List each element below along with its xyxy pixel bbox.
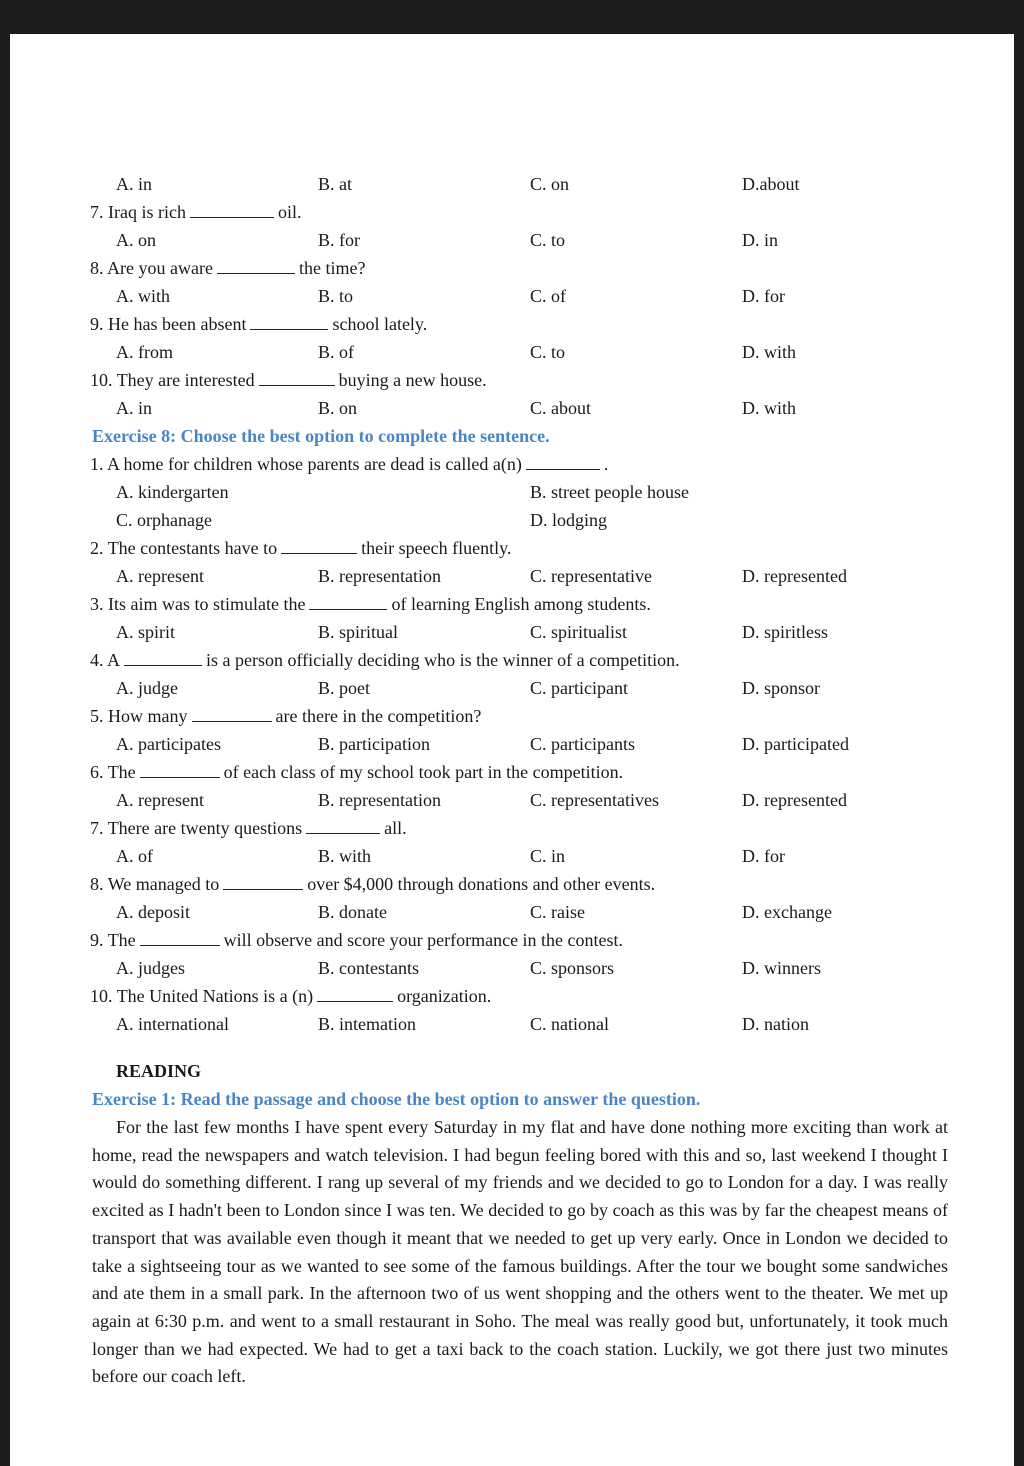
options-row (10, 563, 1014, 589)
option-c: C. raise (530, 902, 585, 922)
question-text: 7. There are twenty questions all. (90, 815, 407, 841)
answer-blank (124, 647, 202, 666)
option-b: B. participation (318, 734, 430, 754)
option-a: A. participates (116, 734, 221, 754)
option-b: B. for (318, 230, 360, 250)
question-row (10, 983, 1014, 1009)
question-row (10, 703, 1014, 729)
question-row (10, 311, 1014, 337)
option-c: C. spiritualist (530, 622, 628, 642)
options-row (10, 955, 1014, 981)
option-b: B. of (318, 342, 354, 362)
option-a: A. spirit (116, 622, 176, 642)
option-b: B. intemation (318, 1014, 416, 1034)
option-b: B. donate (318, 902, 387, 922)
option-c: C. to (530, 230, 566, 250)
option-c: C. sponsors (530, 958, 615, 978)
question-text: 6. The of each class of my school took part in the competition. (90, 759, 623, 785)
option-d: D. for (742, 846, 785, 866)
option-d: D. sponsor (742, 678, 821, 698)
options-row (10, 675, 1014, 701)
options-row (10, 899, 1014, 925)
question-row (10, 927, 1014, 953)
option-b: B. poet (318, 678, 370, 698)
question-row (10, 199, 1014, 225)
option-a: A. judges (116, 958, 185, 978)
answer-blank (140, 759, 220, 778)
option-d: D.about (742, 174, 800, 194)
question-text: 10. The United Nations is a (n) organization. (90, 983, 491, 1009)
question-row (10, 535, 1014, 561)
option-a: A. of (116, 846, 153, 866)
option-d: D. participated (742, 734, 849, 754)
question-row (10, 759, 1014, 785)
question-row (10, 871, 1014, 897)
option-d: D. spiritless (742, 622, 829, 642)
option-a: A. in (116, 398, 152, 418)
option-c: C. representative (530, 566, 652, 586)
answer-blank (250, 311, 328, 330)
options-row (10, 395, 1014, 421)
option-d: D. with (742, 342, 796, 362)
question-text: 9. He has been absent school lately. (90, 311, 427, 337)
question-text: 8. We managed to over $4,000 through donations and other events. (90, 871, 655, 897)
option-d: D. represented (742, 790, 847, 810)
answer-blank (192, 703, 272, 722)
question-text: 3. Its aim was to stimulate the of learning English among students. (90, 591, 651, 617)
option-b: B. street people house (530, 482, 689, 502)
question-text: 4. A is a person officially deciding who is the winner of a competition. (90, 647, 680, 673)
option-c: C. in (530, 846, 566, 866)
option-b: B. to (318, 286, 354, 306)
answer-blank (526, 451, 600, 470)
question-text: 10. They are interested buying a new house. (90, 367, 487, 393)
answer-blank (309, 591, 387, 610)
answer-blank (217, 255, 295, 274)
question-text: 5. How many are there in the competition? (90, 703, 481, 729)
option-d: D. winners (742, 958, 821, 978)
question-text: 7. Iraq is rich oil. (90, 199, 301, 225)
answer-blank (223, 871, 303, 890)
answer-blank (281, 535, 357, 554)
option-d: D. in (742, 230, 778, 250)
option-b: B. at (318, 174, 352, 194)
answer-blank (259, 367, 335, 386)
option-d: D. for (742, 286, 785, 306)
option-d: D. exchange (742, 902, 832, 922)
options-row (10, 843, 1014, 869)
reading-exercise-heading: Exercise 1: Read the passage and choose the best option to answer the question. (92, 1089, 701, 1109)
option-a: A. international (116, 1014, 229, 1034)
answer-blank (140, 927, 220, 946)
question-row (10, 451, 1014, 477)
options-row (10, 1011, 1014, 1037)
options-row (10, 479, 1014, 505)
option-d: D. nation (742, 1014, 809, 1034)
option-b: B. representation (318, 566, 441, 586)
option-a: A. with (116, 286, 170, 306)
option-b: B. with (318, 846, 372, 866)
options-row (10, 339, 1014, 365)
question-row (10, 367, 1014, 393)
option-c: C. participant (530, 678, 628, 698)
option-c: C. about (530, 398, 591, 418)
reading-passage: For the last few months I have spent every Saturday in my flat and have done nothing more exciting than work at home, read the newspapers and watch television. I had begun feeling bored with this and so, last weekend I thought I would do something different. I rang up several of my friends and we decided to go to London for a day. I was really excited as I hadn't been to London since I was ten. We decided to go by coach as this was by far the cheapest means of transport that was available even though it meant that we needed to get up very early. Once in London we decided to take a sightseeing tour as we wanted to see some of the famous buildings. After the tour we bought some sandwiches and ate them in a small park. In the afternoon two of us went shopping and the others went to the theater. We met up again at 6:30 p.m. and went to a small restaurant in Soho. The meal was really good but, unfortunately, it took much longer than we had expected. We had to get a taxi back to the coach station. Luckily, we got there just two minutes before our coach left. (92, 1117, 948, 1387)
question-text: 8. Are you aware the time? (90, 255, 365, 281)
options-row (10, 171, 1014, 197)
option-b: B. representation (318, 790, 441, 810)
worksheet-page (10, 34, 1014, 1466)
question-text: 9. The will observe and score your performance in the contest. (90, 927, 623, 953)
option-c: C. to (530, 342, 566, 362)
option-b: B. spiritual (318, 622, 398, 642)
option-c: C. orphanage (116, 510, 212, 530)
option-a: A. judge (116, 678, 178, 698)
option-a: A. represent (116, 790, 204, 810)
question-row (10, 815, 1014, 841)
option-c: C. of (530, 286, 566, 306)
option-a: A. in (116, 174, 152, 194)
option-a: A. on (116, 230, 156, 250)
reading-title: READING (116, 1061, 202, 1081)
option-d: D. represented (742, 566, 847, 586)
exercise-8-heading: Exercise 8: Choose the best option to complete the sentence. (92, 426, 550, 446)
options-row (10, 787, 1014, 813)
answer-blank (306, 815, 380, 834)
options-row (10, 507, 1014, 533)
question-text: 1. A home for children whose parents are dead is called a(n) . (90, 451, 608, 477)
answer-blank (190, 199, 274, 218)
answer-blank (317, 983, 393, 1002)
question-row (10, 647, 1014, 673)
option-a: A. deposit (116, 902, 190, 922)
option-b: B. contestants (318, 958, 419, 978)
options-row (10, 227, 1014, 253)
option-a: A. kindergarten (116, 482, 229, 502)
question-row (10, 255, 1014, 281)
option-d: D. with (742, 398, 796, 418)
option-b: B. on (318, 398, 358, 418)
option-a: A. from (116, 342, 173, 362)
option-c: C. representatives (530, 790, 659, 810)
option-c: C. on (530, 174, 570, 194)
question-row (10, 591, 1014, 617)
option-c: C. participants (530, 734, 635, 754)
option-c: C. national (530, 1014, 609, 1034)
option-d: D. lodging (530, 510, 608, 530)
option-a: A. represent (116, 566, 204, 586)
options-row (10, 619, 1014, 645)
options-row (10, 731, 1014, 757)
question-text: 2. The contestants have to their speech fluently. (90, 535, 511, 561)
options-row (10, 283, 1014, 309)
